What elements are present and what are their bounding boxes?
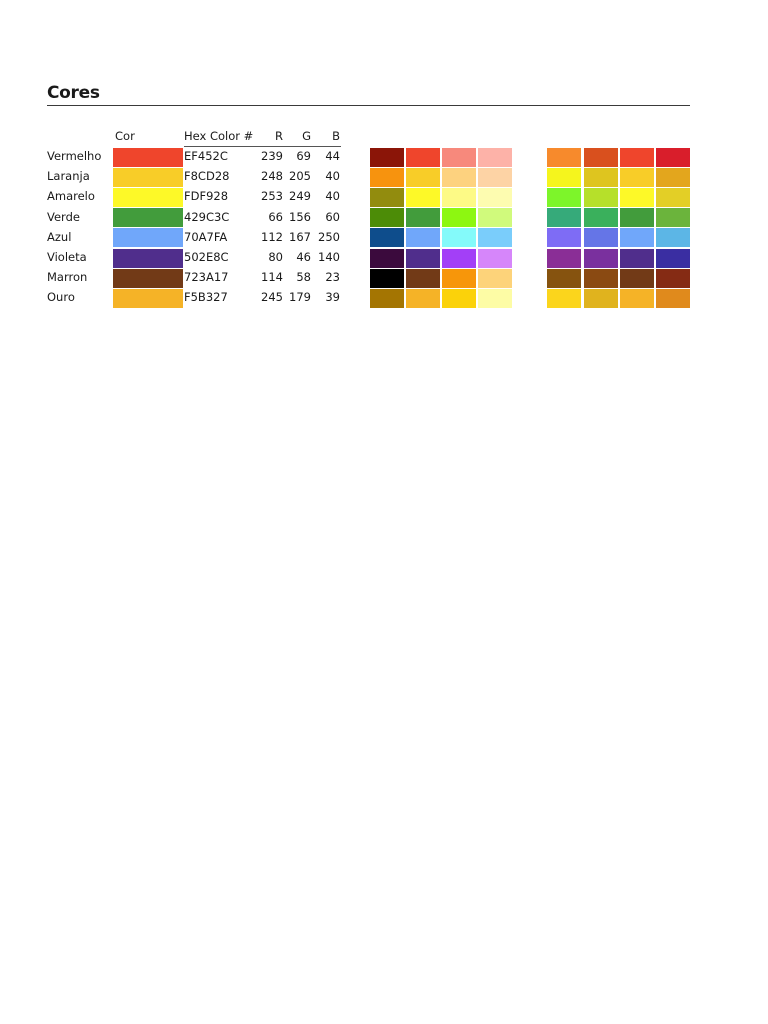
palette-swatch — [620, 269, 654, 288]
b-value: 40 — [325, 169, 340, 184]
palette-swatch — [547, 148, 581, 167]
color-swatch — [113, 188, 183, 207]
g-value: 167 — [289, 229, 311, 244]
palette-swatch — [370, 289, 404, 308]
palette-swatch — [620, 289, 654, 308]
color-swatch — [113, 269, 183, 288]
r-value: 248 — [261, 169, 283, 184]
palette-swatch — [370, 269, 404, 288]
color-swatch — [113, 249, 183, 268]
header-r: R — [275, 129, 283, 143]
hex-value: FDF928 — [184, 189, 229, 204]
palette-swatch — [547, 289, 581, 308]
palette-swatch — [442, 289, 476, 308]
palette-swatch — [656, 289, 690, 308]
palette-swatch — [442, 168, 476, 187]
color-swatch — [113, 289, 183, 308]
palette-swatch — [442, 188, 476, 207]
color-swatch — [113, 228, 183, 247]
b-value: 60 — [325, 209, 340, 224]
palette-swatch — [547, 269, 581, 288]
palette-swatch — [656, 148, 690, 167]
palette-swatch — [584, 289, 618, 308]
palette-swatch — [442, 148, 476, 167]
palette-swatch — [620, 208, 654, 227]
palette-swatch — [478, 188, 512, 207]
color-name: Azul — [47, 229, 72, 244]
palette-swatch — [547, 188, 581, 207]
color-name: Marron — [47, 270, 88, 285]
palette-swatch — [656, 269, 690, 288]
palette-swatch — [442, 228, 476, 247]
hex-value: 70A7FA — [184, 229, 228, 244]
r-value: 253 — [261, 189, 283, 204]
g-value: 46 — [296, 250, 311, 264]
palette-swatch — [370, 168, 404, 187]
palette-swatch — [620, 228, 654, 247]
header-cor: Cor — [115, 129, 135, 143]
hex-value: 502E8C — [184, 250, 229, 264]
palette-swatch — [656, 208, 690, 227]
r-value: 66 — [268, 209, 283, 224]
palette-swatch — [370, 249, 404, 268]
palette-swatch — [656, 228, 690, 247]
color-swatch — [113, 168, 183, 187]
r-value: 239 — [261, 149, 283, 163]
b-value: 40 — [325, 189, 340, 204]
color-name: Amarelo — [47, 189, 95, 204]
palette-swatch — [478, 148, 512, 167]
palette-swatch — [370, 208, 404, 227]
palette-swatch — [478, 289, 512, 308]
palette-swatch — [406, 228, 440, 247]
hex-value: F8CD28 — [184, 169, 230, 184]
r-value: 114 — [261, 270, 283, 285]
r-value: 245 — [261, 290, 283, 305]
header-underline — [184, 146, 341, 147]
palette-swatch — [406, 208, 440, 227]
g-value: 58 — [296, 270, 311, 285]
r-value: 80 — [268, 250, 283, 264]
b-value: 23 — [325, 270, 340, 285]
color-name: Laranja — [47, 169, 90, 184]
palette-swatch — [406, 269, 440, 288]
palette-swatch — [547, 208, 581, 227]
b-value: 39 — [325, 290, 340, 305]
hex-value: 723A17 — [184, 270, 229, 285]
header-hex: Hex Color # — [184, 129, 254, 143]
g-value: 205 — [289, 169, 311, 184]
g-value: 69 — [296, 149, 311, 163]
palette-swatch — [620, 148, 654, 167]
palette-swatch — [442, 249, 476, 268]
palette-swatch — [370, 188, 404, 207]
page-title: Cores — [47, 83, 100, 103]
palette-swatch — [370, 228, 404, 247]
color-name: Verde — [47, 209, 80, 224]
palette-swatch — [370, 148, 404, 167]
palette-swatch — [547, 228, 581, 247]
palette-swatch — [584, 249, 618, 268]
b-value: 250 — [318, 229, 340, 244]
palette-swatch — [584, 228, 618, 247]
b-value: 140 — [318, 250, 340, 264]
palette-swatch — [584, 208, 618, 227]
palette-swatch — [442, 269, 476, 288]
palette-swatch — [478, 208, 512, 227]
palette-swatch — [406, 168, 440, 187]
palette-swatch — [584, 269, 618, 288]
g-value: 179 — [289, 290, 311, 305]
r-value: 112 — [261, 229, 283, 244]
g-value: 156 — [289, 209, 311, 224]
hex-value: EF452C — [184, 149, 228, 163]
palette-swatch — [478, 249, 512, 268]
palette-swatch — [656, 249, 690, 268]
header-g: G — [302, 129, 311, 143]
color-swatch — [113, 208, 183, 227]
palette-swatch — [478, 168, 512, 187]
palette-swatch — [584, 148, 618, 167]
palette-swatch — [620, 188, 654, 207]
header-b: B — [332, 129, 340, 143]
palette-swatch — [620, 168, 654, 187]
color-name: Violeta — [47, 250, 87, 264]
palette-swatch — [584, 188, 618, 207]
palette-swatch — [547, 249, 581, 268]
palette-swatch — [442, 208, 476, 227]
b-value: 44 — [325, 149, 340, 163]
palette-swatch — [406, 289, 440, 308]
palette-swatch — [406, 188, 440, 207]
palette-swatch — [584, 168, 618, 187]
g-value: 249 — [289, 189, 311, 204]
palette-swatch — [656, 188, 690, 207]
color-name: Vermelho — [47, 149, 102, 163]
color-swatch — [113, 148, 183, 167]
palette-swatch — [478, 269, 512, 288]
palette-swatch — [406, 148, 440, 167]
palette-swatch — [620, 249, 654, 268]
palette-swatch — [478, 228, 512, 247]
palette-swatch — [656, 168, 690, 187]
hex-value: F5B327 — [184, 290, 228, 305]
palette-swatch — [547, 168, 581, 187]
palette-swatch — [406, 249, 440, 268]
title-divider — [47, 105, 690, 106]
hex-value: 429C3C — [184, 209, 230, 224]
color-name: Ouro — [47, 290, 75, 305]
